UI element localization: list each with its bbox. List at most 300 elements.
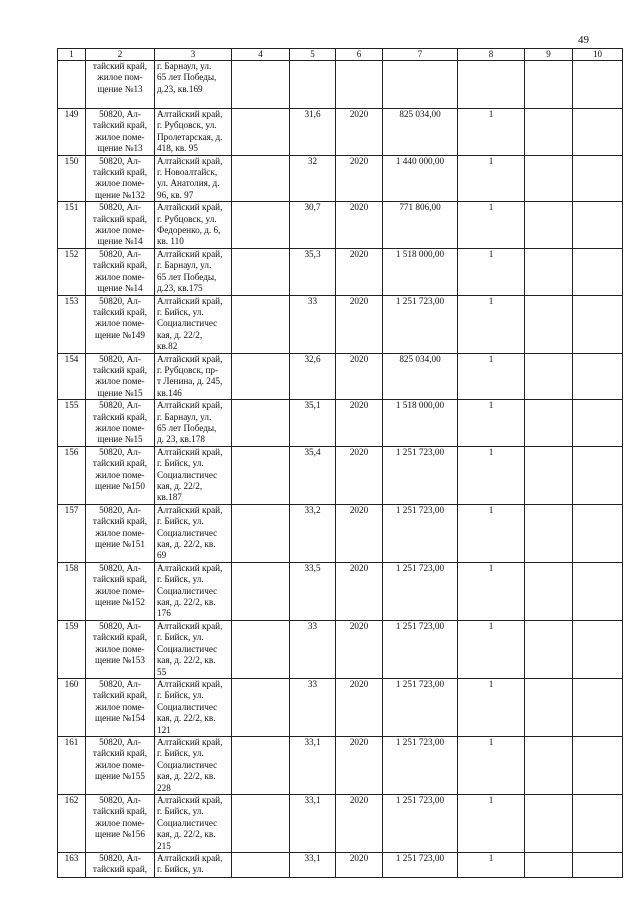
year-cell: 2020 — [336, 109, 383, 156]
object-name-cell-line: 50820, Ал- — [99, 202, 141, 213]
address-cell-line: кв.82 — [157, 341, 178, 352]
column-header: 2 — [86, 49, 155, 61]
column-4-cell — [232, 678, 290, 736]
area-cell: 33,1 — [290, 736, 336, 794]
quantity-cell: 1 — [458, 155, 525, 202]
column-9-cell — [525, 446, 573, 504]
object-name-cell-line: тайский край, — [92, 364, 148, 375]
quantity-cell: 1 — [458, 794, 525, 852]
object-name-cell-line: жилое поме- — [95, 469, 145, 480]
object-name-cell-line: щение №149 — [95, 329, 145, 340]
quantity-cell — [458, 61, 525, 109]
address-cell-line: 228 — [157, 782, 171, 793]
address-cell — [155, 202, 232, 249]
table-row — [58, 678, 623, 736]
object-name-cell-line: щение №13 — [97, 143, 143, 154]
column-10-cell — [573, 794, 623, 852]
address-cell-line: д.23, кв.175 — [157, 283, 203, 294]
object-name-cell-line: щение №14 — [97, 236, 143, 247]
address-cell-line: Алтайский край, — [157, 504, 223, 515]
object-name-cell-line: тайский край, — [92, 574, 148, 585]
column-10-cell — [573, 736, 623, 794]
column-header: 7 — [383, 49, 458, 61]
area-cell: 33,1 — [290, 794, 336, 852]
row-number-cell: 163 — [58, 853, 86, 878]
object-name-cell-line: щение №156 — [95, 829, 145, 840]
object-name-cell-line: жилое поме- — [95, 271, 145, 282]
column-4-cell — [232, 109, 290, 156]
address-cell-line: Алтайский край, — [157, 109, 223, 119]
column-9-cell — [525, 736, 573, 794]
table-row — [58, 853, 623, 878]
column-header: 5 — [290, 49, 336, 61]
column-4-cell — [232, 353, 290, 400]
object-name-cell — [86, 353, 155, 400]
quantity-cell: 1 — [458, 678, 525, 736]
column-9-cell — [525, 562, 573, 620]
address-cell — [155, 853, 232, 878]
column-10-cell — [573, 61, 623, 109]
address-cell-line: г. Барнаул, ул. — [157, 260, 212, 271]
row-number-cell — [58, 61, 86, 109]
page-number: 49 — [578, 34, 589, 46]
address-cell — [155, 736, 232, 794]
address-cell-line: кая, д. 22/2, кв. — [157, 655, 216, 666]
object-name-cell — [86, 853, 155, 878]
property-registry-table — [57, 48, 623, 878]
column-9-cell — [525, 794, 573, 852]
object-name-cell-line: щение №155 — [95, 771, 145, 782]
address-cell-line: Социалистичес — [157, 759, 218, 770]
column-10-cell — [573, 248, 623, 295]
column-10-cell — [573, 446, 623, 504]
object-name-cell-line: 50820, Ал- — [99, 400, 141, 411]
address-cell-line: Пролетарская, д. — [157, 131, 223, 142]
quantity-cell: 1 — [458, 248, 525, 295]
cost-cell: 1 251 723,00 — [383, 794, 458, 852]
address-cell-line: Алтайский край, — [157, 295, 223, 306]
row-number-cell: 157 — [58, 504, 86, 562]
address-cell-line: кая, д. 22/2, — [157, 481, 203, 491]
year-cell: 2020 — [336, 853, 383, 878]
row-number-cell: 150 — [58, 155, 86, 202]
column-9-cell — [525, 61, 573, 109]
address-cell — [155, 248, 232, 295]
year-cell: 2020 — [336, 446, 383, 504]
address-cell-line: 65 лет Победы, — [157, 271, 217, 282]
object-name-cell-line: жилое поме- — [95, 225, 145, 236]
address-cell-line: г. Барнаул, ул. — [157, 61, 212, 71]
address-cell-line: г. Бийск, ул. — [157, 574, 204, 585]
address-cell-line: кая, д. 22/2, кв. — [157, 771, 216, 782]
object-name-cell-line: тайский край, — [92, 748, 148, 759]
address-cell-line: Алтайский край, — [157, 736, 223, 747]
object-name-cell-line: щение №153 — [95, 655, 145, 666]
row-number-cell: 158 — [58, 562, 86, 620]
address-cell-line: г. Бийск, ул. — [157, 306, 204, 317]
address-cell — [155, 620, 232, 678]
object-name-cell-line: 50820, Ал- — [99, 353, 141, 364]
object-name-cell-line: тайский край, — [92, 61, 148, 71]
column-10-cell — [573, 353, 623, 400]
object-name-cell — [86, 446, 155, 504]
row-number-cell: 149 — [58, 109, 86, 156]
column-header: 6 — [336, 49, 383, 61]
object-name-cell-line: тайский край, — [92, 458, 148, 469]
object-name-cell-line: щение №150 — [95, 481, 145, 491]
row-number-cell: 159 — [58, 620, 86, 678]
object-name-cell-line: 50820, Ал- — [99, 562, 141, 573]
address-cell-line: Алтайский край, — [157, 202, 223, 213]
column-4-cell — [232, 400, 290, 447]
quantity-cell: 1 — [458, 109, 525, 156]
area-cell: 30,7 — [290, 202, 336, 249]
address-cell-line: кая, д. 22/2, кв. — [157, 713, 216, 724]
address-cell-line: 65 лет Победы, — [157, 72, 217, 83]
row-number-cell: 153 — [58, 295, 86, 353]
table-row — [58, 504, 623, 562]
object-name-cell — [86, 736, 155, 794]
object-name-cell-line: 50820, Ал- — [99, 853, 141, 863]
object-name-cell — [86, 155, 155, 202]
column-4-cell — [232, 248, 290, 295]
object-name-cell — [86, 562, 155, 620]
year-cell: 2020 — [336, 562, 383, 620]
address-cell-line: 215 — [157, 840, 171, 851]
object-name-cell-line: тайский край, — [92, 411, 148, 422]
column-10-cell — [573, 562, 623, 620]
address-cell-line: г. Рубцовск, ул. — [157, 120, 217, 131]
object-name-cell-line: щение №132 — [95, 189, 145, 200]
column-header: 8 — [458, 49, 525, 61]
table-row — [58, 61, 623, 109]
object-name-cell-line: жилое поме- — [95, 131, 145, 142]
address-cell-line: Алтайский край, — [157, 353, 223, 364]
address-cell-line: д. 23, кв.178 — [157, 434, 205, 445]
object-name-cell-line: 50820, Ал- — [99, 504, 141, 515]
column-4-cell — [232, 620, 290, 678]
object-name-cell — [86, 109, 155, 156]
address-cell-line: 121 — [157, 724, 171, 735]
address-cell — [155, 61, 232, 109]
cost-cell: 1 251 723,00 — [383, 562, 458, 620]
object-name-cell-line: жилое поме- — [95, 376, 145, 387]
area-cell: 33,2 — [290, 504, 336, 562]
object-name-cell-line: 50820, Ал- — [99, 155, 141, 166]
cost-cell: 1 251 723,00 — [383, 736, 458, 794]
object-name-cell-line: 50820, Ал- — [99, 446, 141, 457]
column-4-cell — [232, 736, 290, 794]
object-name-cell-line: тайский край, — [92, 260, 148, 271]
quantity-cell: 1 — [458, 562, 525, 620]
address-cell-line: Социалистичес — [157, 585, 218, 596]
object-name-cell-line: щение №154 — [95, 713, 145, 724]
column-4-cell — [232, 446, 290, 504]
area-cell: 33,5 — [290, 562, 336, 620]
object-name-cell-line: жилое пом- — [97, 72, 143, 83]
address-cell — [155, 794, 232, 852]
object-name-cell-line: жилое поме- — [95, 318, 145, 329]
object-name-cell-line: 50820, Ал- — [99, 109, 141, 119]
address-cell-line: Алтайский край, — [157, 248, 223, 259]
column-9-cell — [525, 155, 573, 202]
column-4-cell — [232, 61, 290, 109]
year-cell — [336, 61, 383, 109]
area-cell: 33,1 — [290, 853, 336, 878]
column-10-cell — [573, 155, 623, 202]
column-9-cell — [525, 109, 573, 156]
cost-cell: 1 251 723,00 — [383, 504, 458, 562]
table-row — [58, 353, 623, 400]
area-cell: 33 — [290, 295, 336, 353]
cost-cell: 1 518 000,00 — [383, 248, 458, 295]
address-cell-line: Социалистичес — [157, 318, 218, 329]
object-name-cell — [86, 620, 155, 678]
column-number-header-row — [58, 49, 623, 61]
address-cell — [155, 353, 232, 400]
address-cell-line: т Ленина, д. 245, — [157, 376, 223, 387]
address-cell — [155, 109, 232, 156]
address-cell-line: Алтайский край, — [157, 446, 223, 457]
row-number-cell: 152 — [58, 248, 86, 295]
table-row — [58, 295, 623, 353]
year-cell: 2020 — [336, 504, 383, 562]
column-10-cell — [573, 295, 623, 353]
object-name-cell-line: тайский край, — [92, 120, 148, 131]
year-cell: 2020 — [336, 295, 383, 353]
address-cell — [155, 504, 232, 562]
area-cell: 31,6 — [290, 109, 336, 156]
cost-cell: 1 251 723,00 — [383, 446, 458, 504]
area-cell: 33 — [290, 620, 336, 678]
year-cell: 2020 — [336, 202, 383, 249]
column-4-cell — [232, 794, 290, 852]
area-cell — [290, 61, 336, 109]
quantity-cell: 1 — [458, 504, 525, 562]
address-cell-line: 55 — [157, 666, 167, 677]
area-cell: 35,4 — [290, 446, 336, 504]
column-9-cell — [525, 295, 573, 353]
cost-cell: 825 034,00 — [383, 353, 458, 400]
column-9-cell — [525, 678, 573, 736]
column-10-cell — [573, 504, 623, 562]
quantity-cell: 1 — [458, 353, 525, 400]
table-row — [58, 794, 623, 852]
address-cell-line: д.23, кв.169 — [157, 83, 203, 94]
address-cell — [155, 446, 232, 504]
object-name-cell-line: тайский край, — [92, 864, 148, 875]
area-cell: 35,1 — [290, 400, 336, 447]
column-10-cell — [573, 109, 623, 156]
column-4-cell — [232, 202, 290, 249]
object-name-cell-line: жилое поме- — [95, 759, 145, 770]
column-4-cell — [232, 853, 290, 878]
address-cell-line: Алтайский край, — [157, 562, 223, 573]
area-cell: 32,6 — [290, 353, 336, 400]
address-cell-line: 96, кв. 97 — [157, 189, 194, 200]
year-cell: 2020 — [336, 678, 383, 736]
table-row — [58, 736, 623, 794]
object-name-cell-line: жилое поме- — [95, 422, 145, 433]
row-number-cell: 162 — [58, 794, 86, 852]
table-row — [58, 620, 623, 678]
object-name-cell — [86, 678, 155, 736]
address-cell-line: г. Рубцовск, ул. — [157, 213, 217, 224]
object-name-cell-line: жилое поме- — [95, 643, 145, 654]
row-number-cell: 160 — [58, 678, 86, 736]
cost-cell: 1 251 723,00 — [383, 295, 458, 353]
address-cell-line: г. Рубцовск, пр- — [157, 364, 219, 375]
column-10-cell — [573, 202, 623, 249]
area-cell: 33 — [290, 678, 336, 736]
row-number-cell: 155 — [58, 400, 86, 447]
column-9-cell — [525, 353, 573, 400]
address-cell — [155, 400, 232, 447]
year-cell: 2020 — [336, 248, 383, 295]
table-row — [58, 446, 623, 504]
address-cell-line: г. Бийск, ул. — [157, 864, 204, 875]
address-cell-line: кая, д. 22/2, — [157, 329, 203, 340]
object-name-cell — [86, 295, 155, 353]
cost-cell — [383, 61, 458, 109]
address-cell-line: кая, д. 22/2, кв. — [157, 597, 216, 608]
address-cell-line: г. Бийск, ул. — [157, 458, 204, 469]
column-9-cell — [525, 400, 573, 447]
object-name-cell-line: 50820, Ал- — [99, 678, 141, 689]
table-row — [58, 109, 623, 156]
year-cell: 2020 — [336, 400, 383, 447]
quantity-cell: 1 — [458, 736, 525, 794]
address-cell-line: Алтайский край, — [157, 400, 223, 411]
address-cell-line: 176 — [157, 608, 171, 619]
address-cell-line: 69 — [157, 550, 167, 561]
cost-cell: 825 034,00 — [383, 109, 458, 156]
quantity-cell: 1 — [458, 620, 525, 678]
object-name-cell-line: жилое поме- — [95, 178, 145, 189]
column-4-cell — [232, 504, 290, 562]
address-cell — [155, 678, 232, 736]
object-name-cell-line: тайский край, — [92, 516, 148, 527]
address-cell-line: Социалистичес — [157, 527, 218, 538]
address-cell — [155, 155, 232, 202]
object-name-cell-line: щение №15 — [97, 434, 143, 445]
object-name-cell-line: 50820, Ал- — [99, 736, 141, 747]
quantity-cell: 1 — [458, 295, 525, 353]
row-number-cell: 161 — [58, 736, 86, 794]
address-cell-line: Алтайский край, — [157, 678, 223, 689]
column-header: 9 — [525, 49, 573, 61]
year-cell: 2020 — [336, 155, 383, 202]
column-9-cell — [525, 504, 573, 562]
table-row — [58, 155, 623, 202]
object-name-cell-line: жилое поме- — [95, 817, 145, 828]
object-name-cell — [86, 202, 155, 249]
address-cell-line: г. Бийск, ул. — [157, 690, 204, 701]
address-cell-line: г. Новоалтайск, — [157, 167, 218, 178]
row-number-cell: 154 — [58, 353, 86, 400]
address-cell-line: 65 лет Победы, — [157, 422, 217, 433]
column-header: 4 — [232, 49, 290, 61]
column-10-cell — [573, 853, 623, 878]
column-4-cell — [232, 155, 290, 202]
row-number-cell: 156 — [58, 446, 86, 504]
column-9-cell — [525, 248, 573, 295]
quantity-cell: 1 — [458, 446, 525, 504]
address-cell-line: кв. 110 — [157, 236, 184, 247]
table-row — [58, 400, 623, 447]
year-cell: 2020 — [336, 794, 383, 852]
address-cell-line: Социалистичес — [157, 701, 218, 712]
table-row — [58, 562, 623, 620]
column-10-cell — [573, 620, 623, 678]
address-cell-line: Социалистичес — [157, 469, 218, 480]
cost-cell: 1 440 000,00 — [383, 155, 458, 202]
object-name-cell — [86, 61, 155, 109]
address-cell-line: Социалистичес — [157, 817, 218, 828]
object-name-cell-line: 50820, Ал- — [99, 295, 141, 306]
object-name-cell-line: 50820, Ал- — [99, 248, 141, 259]
object-name-cell-line: жилое поме- — [95, 701, 145, 712]
address-cell-line: кая, д. 22/2, кв. — [157, 539, 216, 550]
registry-body — [58, 61, 623, 878]
address-cell-line: кая, д. 22/2, кв. — [157, 829, 216, 840]
row-number-cell: 151 — [58, 202, 86, 249]
area-cell: 32 — [290, 155, 336, 202]
address-cell-line: Алтайский край, — [157, 794, 223, 805]
table-row — [58, 248, 623, 295]
address-cell-line: ул. Анатолия, д. — [157, 178, 220, 189]
object-name-cell-line: щение №151 — [95, 539, 145, 550]
object-name-cell-line: щение №15 — [97, 387, 143, 398]
object-name-cell-line: 50820, Ал- — [99, 794, 141, 805]
year-cell: 2020 — [336, 353, 383, 400]
object-name-cell-line: тайский край, — [92, 690, 148, 701]
object-name-cell-line: тайский край, — [92, 167, 148, 178]
area-cell: 35,3 — [290, 248, 336, 295]
column-4-cell — [232, 562, 290, 620]
column-9-cell — [525, 202, 573, 249]
year-cell: 2020 — [336, 736, 383, 794]
object-name-cell-line: щение №152 — [95, 597, 145, 608]
cost-cell: 1 251 723,00 — [383, 678, 458, 736]
cost-cell: 1 518 000,00 — [383, 400, 458, 447]
table-row — [58, 202, 623, 249]
object-name-cell-line: тайский край, — [92, 213, 148, 224]
address-cell-line: Социалистичес — [157, 643, 218, 654]
quantity-cell: 1 — [458, 202, 525, 249]
year-cell: 2020 — [336, 620, 383, 678]
object-name-cell-line: щение №13 — [97, 83, 143, 94]
address-cell-line: г. Бийск, ул. — [157, 806, 204, 817]
address-cell-line: кв.146 — [157, 387, 182, 398]
column-10-cell — [573, 400, 623, 447]
object-name-cell-line: жилое поме- — [95, 527, 145, 538]
address-cell-line: Федоренко, д. 6, — [157, 225, 221, 236]
object-name-cell — [86, 794, 155, 852]
object-name-cell-line: тайский край, — [92, 806, 148, 817]
column-header: 10 — [573, 49, 623, 61]
address-cell-line: Алтайский край, — [157, 620, 223, 631]
column-9-cell — [525, 853, 573, 878]
address-cell-line: г. Барнаул, ул. — [157, 411, 212, 422]
address-cell-line: 418, кв. 95 — [157, 143, 198, 154]
address-cell-line: г. Бийск, ул. — [157, 516, 204, 527]
column-header: 3 — [155, 49, 232, 61]
column-9-cell — [525, 620, 573, 678]
cost-cell: 1 251 723,00 — [383, 620, 458, 678]
object-name-cell — [86, 248, 155, 295]
quantity-cell: 1 — [458, 853, 525, 878]
